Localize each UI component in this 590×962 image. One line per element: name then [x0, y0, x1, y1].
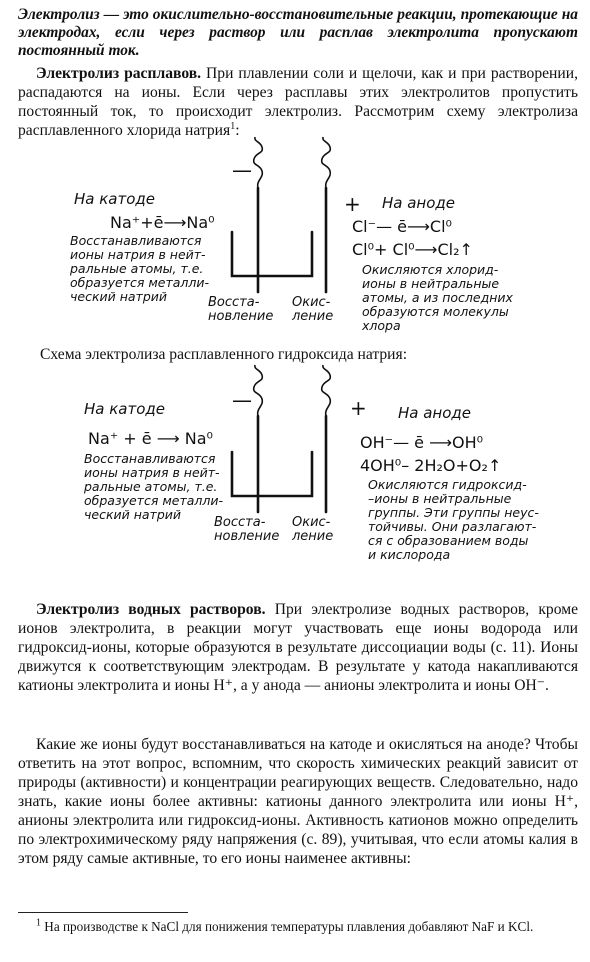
- paragraph-activity: Какие же ионы будут восстанавливаться на катоде и окисляться на аноде? Чтобы ответить на этот вопрос, вспомним, что скорость химических реакций зависит от природы (активности) и концентрации реагирующих веществ. Следовательно, надо знать, какие ионы более активны: катионы данного электролита или ионы H⁺, анионы электролита или гидроксид-ионы. Активность катионов можно определить по электрохимическому ряду напряжения (с. 89), учитывая, что если атомы калия в этом ряду самые активные, то его ионы наименее активны:: [18, 736, 578, 867]
- scheme1-cathode-label: На катоде: [74, 190, 156, 208]
- scheme2-plus-sign: +: [350, 396, 367, 420]
- scheme1-wires: [254, 137, 331, 188]
- scheme1-anode-label: На аноде: [382, 194, 456, 212]
- scheme1-anode-equation-2: Cl⁰+ Cl⁰⟶Cl₂↑: [352, 240, 473, 259]
- scheme1-reduction-label: Восста- новление: [208, 295, 274, 324]
- scheme2-caption: Схема электролиза расплавленного гидроксида натрия:: [40, 346, 408, 363]
- electrolysis-definition: Электролиз — это окислительно-восстановительные реакции, протекающие на электродах, если через раствор или расплав электролита пропускают постоянный ток.: [18, 6, 578, 59]
- melts-tail: :: [235, 122, 240, 139]
- scheme1-oxidation-label: Окис- ление: [292, 295, 334, 324]
- scheme1-minus-sign: —: [232, 158, 252, 182]
- scheme1-anode-wire: [322, 137, 331, 188]
- heading-aqueous: Электролиз водных растворов.: [36, 601, 266, 618]
- scheme1-plus-sign: +: [344, 192, 361, 216]
- scheme2-cathode-note: Восстанавливаются ионы натрия в нейт- ральные атомы, т.е. образуется металли- ческий натрий: [84, 451, 224, 522]
- footnote-text: На производстве к NaCl для понижения температуры плавления добавляют NaF и KCl.: [41, 919, 534, 934]
- scheme2-wires: [254, 365, 331, 416]
- scheme2-cathode-label: На катоде: [84, 400, 166, 418]
- scheme1-bath: [232, 232, 312, 276]
- scheme1-anode-note: Окисляются хлорид- ионы в нейтральные атомы, а из последних образуются молекулы хлора: [362, 262, 513, 333]
- scheme2-anode-equation-1: OH⁻— ē ⟶OH⁰: [360, 433, 484, 452]
- scheme2-anode-label: На аноде: [398, 404, 472, 422]
- scheme2-oxidation-label: Окис- ление: [292, 515, 334, 544]
- scheme1-cathode-note: Восстанавливаются ионы натрия в нейт- ральные атомы, т.е. образуется металли- ческий натрий: [70, 233, 210, 304]
- scheme1-cell: [232, 188, 326, 292]
- melts-text: При плавлении соли и щелочи, как и при растворении, распадаются на ионы. Если через расплавы этих электролитов пропустить постоянный ток, то происходит электролиз. Рассмотрим схему электролиза расплавленного хлорида натрия: [18, 65, 578, 139]
- scheme2-cathode-equation: Na⁺ + ē ⟶ Na⁰: [88, 429, 213, 448]
- footnote-ref: 1: [230, 120, 236, 132]
- scheme1-anode-equation-1: Cl⁻— ē⟶Cl⁰: [352, 217, 452, 236]
- aqueous-text: При электролизе водных растворов, кроме ионов электролита, в реакции могут участвовать еще ионы водорода или гидроксид-ионы, которые образуются в результате диссоциации воды (с. 11). Ионы движутся к соответствующим электродам. В результате у катода накапливаются катионы электролита и ионы H⁺, а у анода — анионы электролита и ионы OH⁻.: [18, 601, 578, 694]
- scheme2-anode-wire: [322, 365, 331, 416]
- scheme1-cathode-equation: Na⁺+ē⟶Na⁰: [110, 213, 215, 232]
- footnote-divider: [18, 912, 188, 913]
- scheme1-cathode-wire: [254, 137, 263, 188]
- scheme2-anode-note: Окисляются гидроксид- –ионы в нейтральные группы. Эти группы неус- тойчивы. Они разлагают- ся с образованием воды и кислорода: [368, 477, 539, 562]
- scheme2-reduction-label: Восста- новление: [214, 515, 280, 544]
- scheme2-cell: [232, 416, 326, 512]
- footnote: [18, 918, 578, 935]
- scheme2-bath: [232, 452, 312, 496]
- scheme2-cathode-wire: [254, 365, 263, 416]
- scheme2-minus-sign: —: [232, 388, 252, 412]
- paragraph-aqueous: [18, 600, 578, 695]
- footnote-mark: 1: [36, 917, 41, 929]
- heading-melts: Электролиз расплавов.: [36, 65, 202, 82]
- scheme2-anode-equation-2: 4OH⁰– 2H₂O+O₂↑: [360, 456, 502, 475]
